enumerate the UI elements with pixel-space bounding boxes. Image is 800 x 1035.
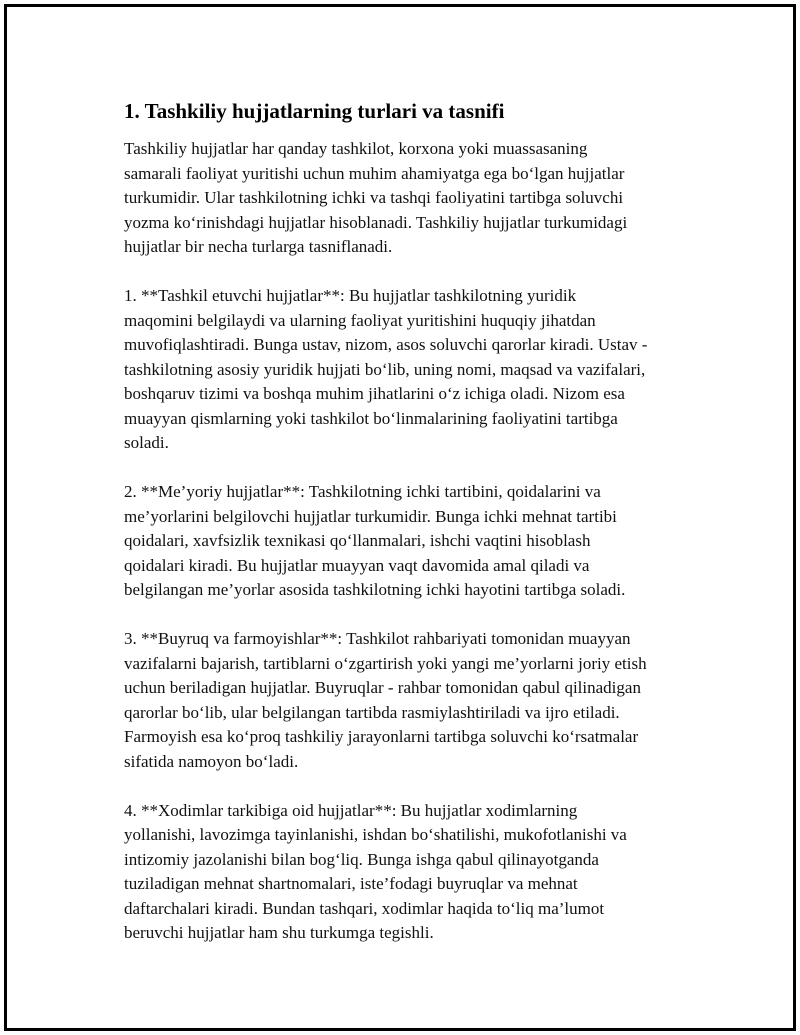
- paragraph-line: qoidalari, xavfsizlik texnikasi qo‘llanmalari, ishchi vaqtini hisoblash: [124, 531, 591, 550]
- paragraph-line: uchun beriladigan hujjatlar. Buyruqlar - rahbar tomonidan qabul qilinadigan: [124, 678, 641, 697]
- paragraph-line: qoidalari kiradi. Bu hujjatlar muayyan vaqt davomida amal qiladi va: [124, 555, 590, 575]
- paragraph-3: [121, 480, 701, 603]
- paragraph-line: tashkilotning asosiy yuridik hujjati bo‘lib, uning nomi, maqsad va vazifalari,: [124, 359, 646, 379]
- paragraph-4: [121, 627, 701, 774]
- paragraph-line: qarorlar bo‘lib, ular belgilangan tartibda rasmiylashtiriladi va ijro etiladi.: [124, 702, 620, 722]
- paragraph-line: boshqaruv tizimi va boshqa muhim jihatlarini o‘z ichiga oladi. Nizom esa: [124, 384, 625, 403]
- paragraph-5: [121, 799, 701, 946]
- paragraph-line: maqomini belgilaydi va ularning faoliyat yuritishini huquqiy jihatdan: [124, 310, 596, 330]
- paragraph-line: 2. **Me’yoriy hujjatlar**: Tashkilotning ichki tartibini, qoidalarini va: [124, 482, 601, 501]
- paragraph-line: belgilangan me’yorlar asosida tashkilotning ichki hayotini tartibga soladi.: [124, 580, 626, 599]
- paragraph-line: daftarchalari kiradi. Bundan tashqari, xodimlar haqida to‘liq ma’lumot: [124, 898, 605, 918]
- paragraph-list: [121, 137, 701, 946]
- paragraph-line: muvofiqlashtiradi. Bunga ustav, nizom, asos soluvchi qarorlar kiradi. Ustav -: [124, 335, 648, 354]
- paragraph-line: Farmoyish esa ko‘proq tashkiliy jarayonlarni tartibga soluvchi ko‘rsatmalar: [124, 727, 639, 746]
- paragraph-line: me’yorlarini belgilovchi hujjatlar turkumidir. Bunga ichki mehnat tartibi: [124, 506, 617, 526]
- paragraph-line: 4. **Xodimlar tarkibiga oid hujjatlar**: Bu hujjatlar xodimlarning: [124, 800, 578, 820]
- paragraph-line: soladi.: [124, 433, 169, 452]
- paragraph-line: turkumidir. Ular tashkilotning ichki va tashqi faoliyatini tartibga soluvchi: [124, 188, 624, 207]
- paragraph-line: Tashkiliy hujjatlar har qanday tashkilot, korxona yoki muassasaning: [124, 139, 588, 158]
- document-title: 1. Tashkiliy hujjatlarning turlari va tasnifi: [124, 99, 505, 123]
- paragraph-1: [121, 137, 701, 260]
- paragraph-line: yollanishi, lavozimga tayinlanishi, ishdan bo‘shatilishi, mukofotlanishi va: [124, 825, 627, 844]
- paragraph-line: intizomiy jazolanishi bilan bog‘liq. Bunga ishga qabul qilinayotganda: [124, 849, 599, 869]
- paragraph-line: 3. **Buyruq va farmoyishlar**: Tashkilot rahbariyati tomonidan muayyan: [124, 629, 631, 648]
- page-frame: [4, 4, 796, 1031]
- paragraph-line: sifatida namoyon bo‘ladi.: [124, 751, 299, 771]
- paragraph-line: yozma ko‘rinishdagi hujjatlar hisoblanadi. Tashkiliy hujjatlar turkumidagi: [124, 212, 628, 232]
- paragraph-2: [121, 284, 701, 456]
- paragraph-line: vazifalarni bajarish, tartiblarni o‘zgartirish yoki yangi me’yorlarni joriy etish: [124, 653, 647, 673]
- paragraph-line: beruvchi hujjatlar ham shu turkumga tegishli.: [124, 923, 434, 942]
- paragraph-line: samarali faoliyat yuritishi uchun muhim ahamiyatga ega bo‘lgan hujjatlar: [124, 163, 625, 183]
- document-body: [121, 97, 701, 970]
- paragraph-line: muayyan qismlarning yoki tashkilot bo‘linmalarining faoliyatini tartibga: [124, 408, 618, 428]
- paragraph-line: 1. **Tashkil etuvchi hujjatlar**: Bu hujjatlar tashkilotning yuridik: [124, 286, 577, 305]
- paragraph-line: tuziladigan mehnat shartnomalari, iste’fodagi buyruqlar va mehnat: [124, 874, 578, 893]
- paragraph-line: hujjatlar bir necha turlarga tasniflanadi.: [124, 237, 393, 256]
